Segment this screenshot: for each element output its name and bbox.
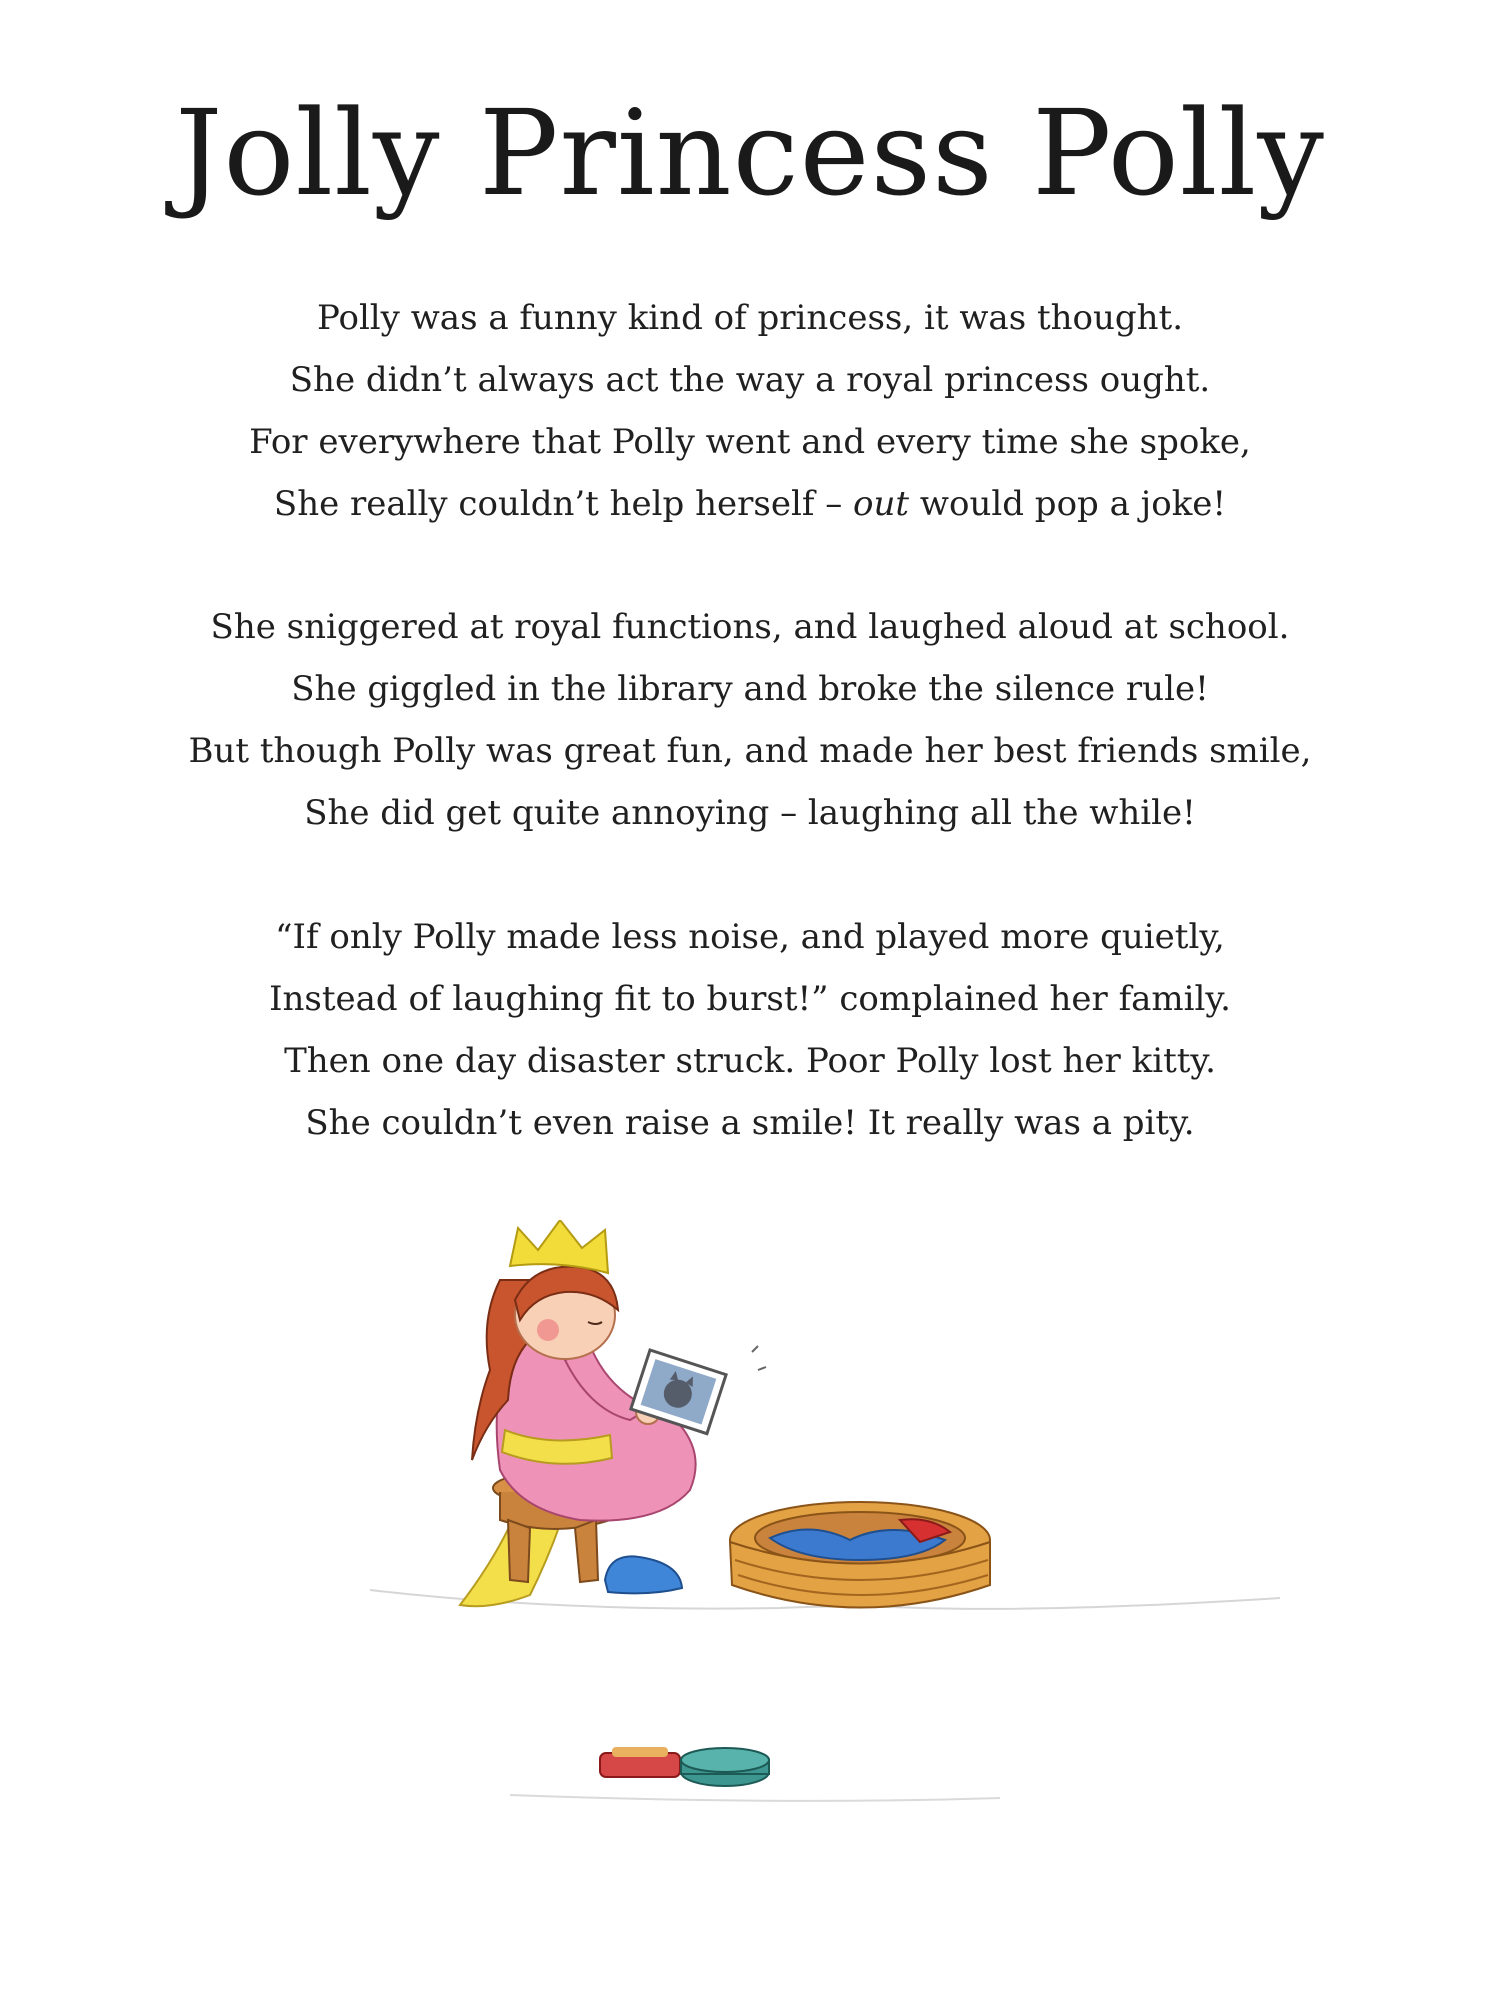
verse-line: For everywhere that Polly went and every time she spoke, xyxy=(249,422,1251,462)
verse-emphasis: out xyxy=(853,484,910,524)
verse-line-part: would pop a joke! xyxy=(909,484,1227,524)
verse-line: She did get quite annoying – laughing all the while! xyxy=(304,793,1196,833)
verse-line: Instead of laughing fit to burst!” complained her family. xyxy=(269,979,1231,1019)
stanza-2 xyxy=(0,596,1500,844)
verse-line: “If only Polly made less noise, and played more quietly, xyxy=(275,917,1225,957)
verse-line: But though Polly was great fun, and made her best friends smile, xyxy=(188,731,1312,771)
verse-line: She didn’t always act the way a royal princess ought. xyxy=(289,360,1211,400)
page-title: Jolly Princess Polly xyxy=(175,84,1325,222)
cat-basket-icon xyxy=(730,1502,990,1608)
crown-icon xyxy=(510,1220,608,1273)
verse-line: Then one day disaster struck. Poor Polly lost her kitty. xyxy=(284,1041,1216,1081)
food-bowl-icon xyxy=(600,1747,769,1786)
verse-line xyxy=(0,473,1500,535)
verse-line: She giggled in the library and broke the silence rule! xyxy=(291,669,1209,709)
verse-line-part: She really couldn’t help herself – xyxy=(273,484,854,524)
sad-princess-with-kitty-photo-illustration xyxy=(360,1220,1280,1850)
stanza-3 xyxy=(0,906,1500,1154)
verse-line: She sniggered at royal functions, and laughed aloud at school. xyxy=(210,607,1290,647)
verse-line: She couldn’t even raise a smile! It really was a pity. xyxy=(305,1103,1195,1143)
verse-line: Polly was a funny kind of princess, it was thought. xyxy=(316,298,1184,338)
stanza-1 xyxy=(0,287,1500,535)
slipper-icon xyxy=(605,1556,682,1593)
